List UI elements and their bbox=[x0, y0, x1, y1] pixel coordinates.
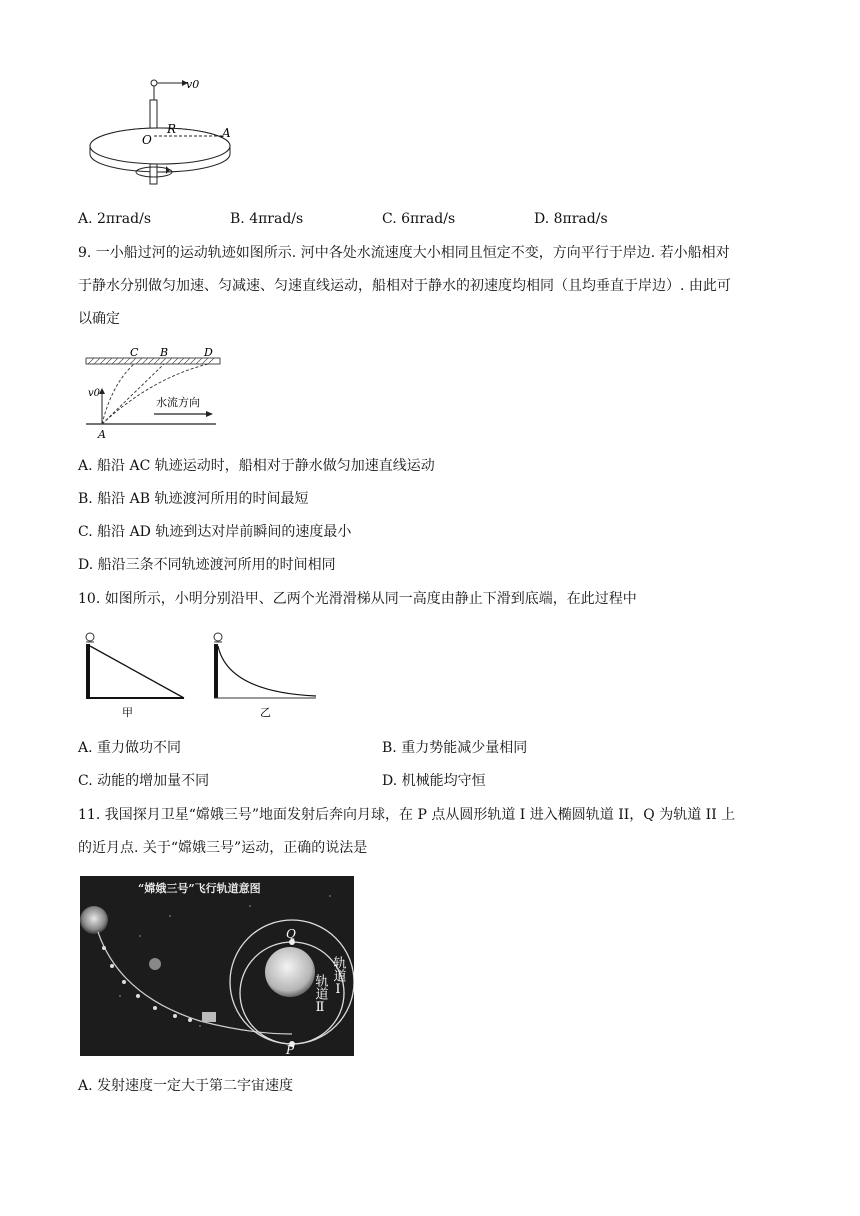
q9-option-b[interactable]: B. 船沿 AB 轨迹渡河所用的时间最短 bbox=[78, 491, 309, 507]
A-label: A bbox=[222, 126, 231, 140]
change3-orbit-photo bbox=[80, 876, 354, 1056]
rotating-disc-figure bbox=[82, 74, 242, 190]
q9-text-line3: 以确定 bbox=[78, 311, 120, 327]
q10-option-a[interactable]: A. 重力做功不同 bbox=[78, 740, 182, 756]
q9-option-c[interactable]: C. 船沿 AD 轨迹到达对岸前瞬间的速度最小 bbox=[78, 524, 352, 540]
slide-yi-label: 乙 bbox=[260, 706, 271, 719]
O-label: O bbox=[142, 133, 152, 147]
river-crossing-figure bbox=[82, 344, 222, 440]
q11-text-line2: 的近月点. 关于“嫦娥三号”运动，正确的说法是 bbox=[78, 840, 368, 856]
q11-option-a[interactable]: A. 发射速度一定大于第二宇宙速度 bbox=[78, 1078, 294, 1094]
slide-jia-label: 甲 bbox=[122, 706, 133, 719]
slides-figure bbox=[78, 630, 328, 722]
q8-option-b[interactable]: B. 4πrad/s bbox=[230, 211, 304, 227]
R-label: R bbox=[167, 122, 177, 136]
orbit1-label: 轨道Ⅰ bbox=[330, 956, 346, 997]
P-label: P bbox=[286, 1043, 295, 1056]
C-label: C bbox=[130, 346, 139, 359]
photo-title: “嫦娥三号”飞行轨道意图 bbox=[138, 882, 261, 895]
q9-option-a[interactable]: A. 船沿 AC 轨迹运动时，船相对于静水做匀加速直线运动 bbox=[78, 458, 435, 474]
q9-option-d[interactable]: D. 船沿三条不同轨迹渡河所用的时间相同 bbox=[78, 557, 336, 573]
q8-option-d[interactable]: D. 8πrad/s bbox=[534, 211, 608, 227]
B-label: B bbox=[160, 346, 169, 359]
q8-option-c[interactable]: C. 6πrad/s bbox=[382, 211, 456, 227]
q10-text-line1: 10. 如图所示，小明分别沿甲、乙两个光滑滑梯从同一高度由静止下滑到底端，在此过程中 bbox=[78, 591, 637, 607]
q9-text-line1: 9. 一小船过河的运动轨迹如图所示. 河中各处水流速度大小相同且恒定不变，方向平行于岸边. 若小船相对 bbox=[78, 245, 730, 261]
v0-label: v0 bbox=[88, 388, 101, 399]
q11-text-line1: 11. 我国探月卫星“嫦娥三号”地面发射后奔向月球，在 P 点从圆形轨道 I 进入椭圆轨道 II，Q 为轨道 II 上 bbox=[78, 807, 736, 823]
Q-label: Q bbox=[286, 927, 296, 941]
D-label: D bbox=[204, 346, 213, 359]
A-label: A bbox=[98, 428, 106, 440]
q8-option-a[interactable]: A. 2πrad/s bbox=[78, 211, 152, 227]
q10-option-b[interactable]: B. 重力势能减少量相同 bbox=[382, 740, 528, 756]
orbit2-label: 轨道Ⅱ bbox=[312, 974, 328, 1015]
v0-label: v0 bbox=[186, 78, 200, 91]
flow-direction-label: 水流方向 bbox=[156, 396, 200, 409]
q9-text-line2: 于静水分别做匀加速、匀减速、匀速直线运动，船相对于静水的初速度均相同（且均垂直于岸边）. 由此可 bbox=[78, 278, 731, 294]
q10-option-c[interactable]: C. 动能的增加量不同 bbox=[78, 773, 210, 789]
q10-option-d[interactable]: D. 机械能均守恒 bbox=[382, 773, 486, 789]
